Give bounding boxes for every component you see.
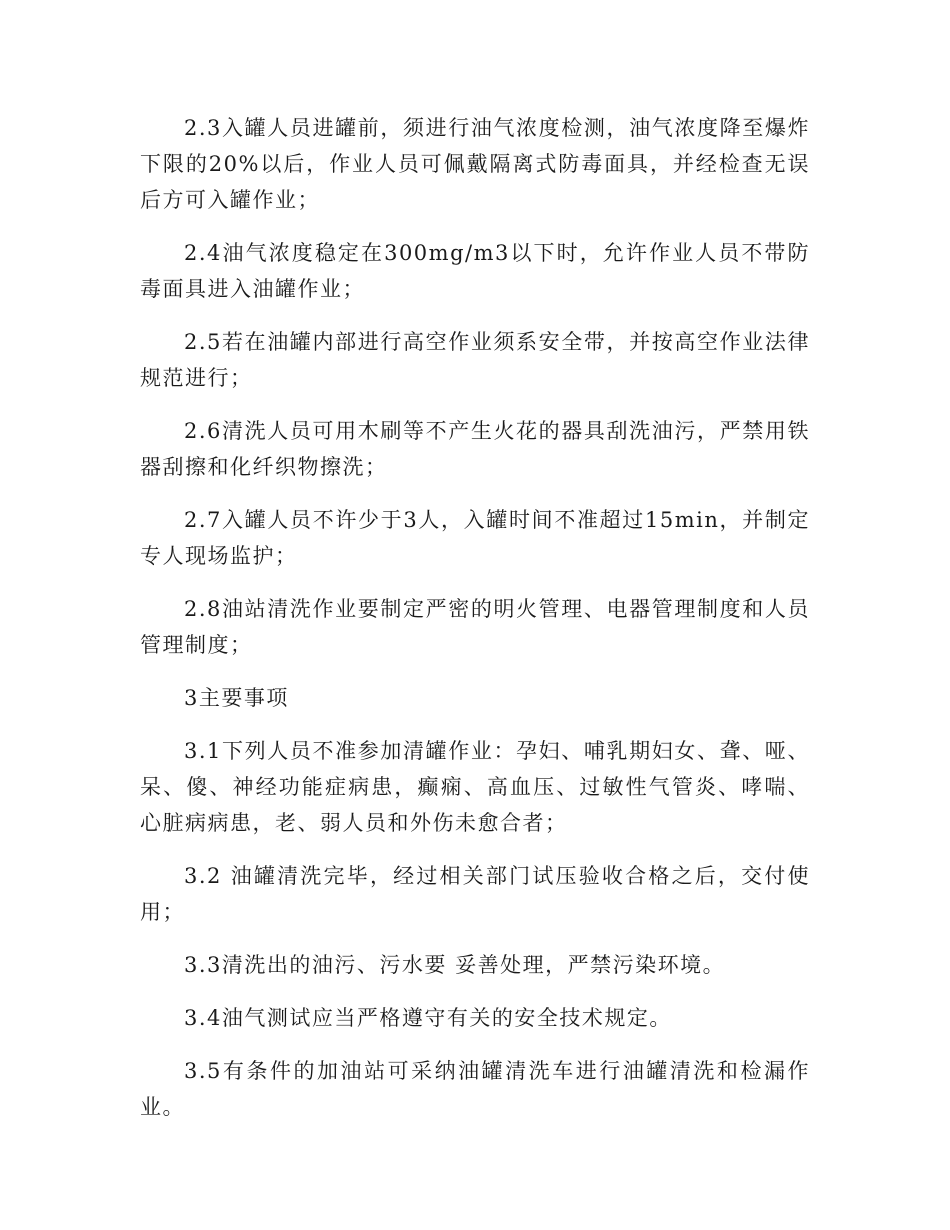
paragraph-3-2: 3.2 油罐清洗完毕，经过相关部门试压验收合格之后，交付使用； [140, 864, 810, 924]
paragraph-2-8: 2.8油站清洗作业要制定严密的明火管理、电器管理制度和人员管理制度； [140, 597, 810, 657]
section-heading: 3主要事项 [184, 686, 289, 710]
paragraph-2-4: 2.4油气浓度稳定在300mg/m3以下时，允许作业人员不带防毒面具进入油罐作业； [140, 241, 810, 301]
paragraph-2-5: 2.5若在油罐内部进行高空作业须系安全带，并按高空作业法律规范进行； [140, 330, 810, 390]
document-body [140, 110, 810, 1142]
paragraph-2-7: 2.7入罐人员不许少于3人，入罐时间不准超过15min，并制定专人现场监护； [140, 508, 810, 568]
paragraph-3-3: 3.3清洗出的油污、污水要 妥善处理，严禁污染环境。 [184, 953, 726, 977]
paragraph-3-4: 3.4油气测试应当严格遵守有关的安全技术规定。 [184, 1006, 672, 1030]
paragraph-3-1: 3.1下列人员不准参加清罐作业：孕妇、哺乳期妇女、聋、哑、呆、傻、神经功能症病患，癫痫、高血压、过敏性气管炎、哮喘、心脏病病患，老、弱人员和外伤未愈合者； [140, 739, 810, 835]
paragraph-2-3: 2.3入罐人员进罐前，须进行油气浓度检测，油气浓度降至爆炸下限的20%以后，作业人员可佩戴隔离式防毒面具，并经检查无误后方可入罐作业； [140, 116, 810, 212]
paragraph-3-5: 3.5有条件的加油站可采纳油罐清洗车进行油罐清洗和检漏作业。 [140, 1059, 810, 1119]
paragraph-2-6: 2.6清洗人员可用木刷等不产生火花的器具刮洗油污，严禁用铁器刮擦和化纤织物擦洗； [140, 419, 810, 479]
